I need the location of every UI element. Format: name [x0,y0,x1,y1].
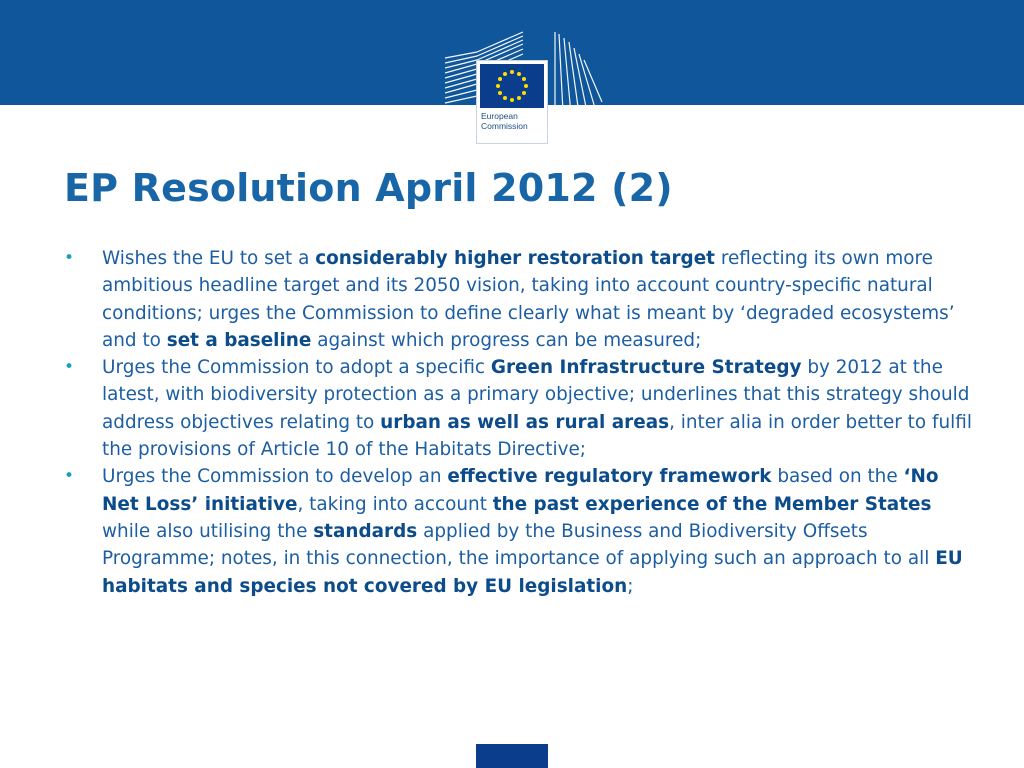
bullet-dot-icon: • [64,466,75,487]
bullet-item [64,245,974,354]
bullet-text: , taking into account [297,493,493,515]
bullet-text: reflecting its own more ambitious headline target and its 2050 vision, taking into account country-specific natural conditions; urges the Commission to define clearly what is meant by ‘degraded ecosystems’ and to [102,248,955,351]
bullet-emphasis: Green Infrastructure Strategy [490,357,802,379]
bullet-text: ; [627,575,634,597]
slide-title: EP Resolution April 2012 (2) [64,166,673,210]
bullet-text: Urges the Commission to develop an [102,466,448,488]
bullet-emphasis: effective regulatory framework [447,466,772,488]
eu-flag-icon [480,64,544,108]
bullet-emphasis: urban as well as rural areas [380,411,670,433]
logo-text-line1: European [481,111,518,121]
bullet-item [64,463,974,599]
bullet-text: Wishes the EU to set a [102,248,316,269]
bullet-text: Urges the Commission to adopt a specific [102,357,491,379]
bullet-list [64,245,974,600]
bullet-item [64,354,974,463]
bullet-text: against which progress can be measured; [311,329,702,351]
bullet-emphasis: ‘No Net Loss’ initiative [102,466,939,515]
bullet-text: applied by the Business and Biodiversity Offsets Programme; notes, in this connection, the importance of applying such an approach to all [102,520,936,570]
bullet-text: while also utilising the [102,520,314,542]
bullet-emphasis: standards [313,520,418,542]
bullet-text: , inter alia in order better to fulfil the provisions of Article 10 of the Habitats Directive; [102,411,972,461]
bullet-emphasis: the past experience of the Member States [492,493,932,515]
bullet-emphasis: EU habitats and species not covered by EU legislation [102,548,963,597]
bullet-text: based on the [771,466,904,488]
footer-eu-flag-icon [476,744,548,768]
logo-text-line2: Commission [481,121,528,131]
logo-text [481,111,547,131]
bullet-emphasis: set a baseline [166,329,312,351]
bullet-text: by 2012 at the latest, with biodiversity protection as a primary objective; underlines that this strategy should address objectives relating to [102,357,970,433]
eu-stars-icon [480,64,544,108]
european-commission-logo [476,60,548,144]
bullet-dot-icon: • [64,248,75,268]
bullet-emphasis: considerably higher restoration target [315,248,715,269]
bullet-dot-icon: • [64,357,75,378]
